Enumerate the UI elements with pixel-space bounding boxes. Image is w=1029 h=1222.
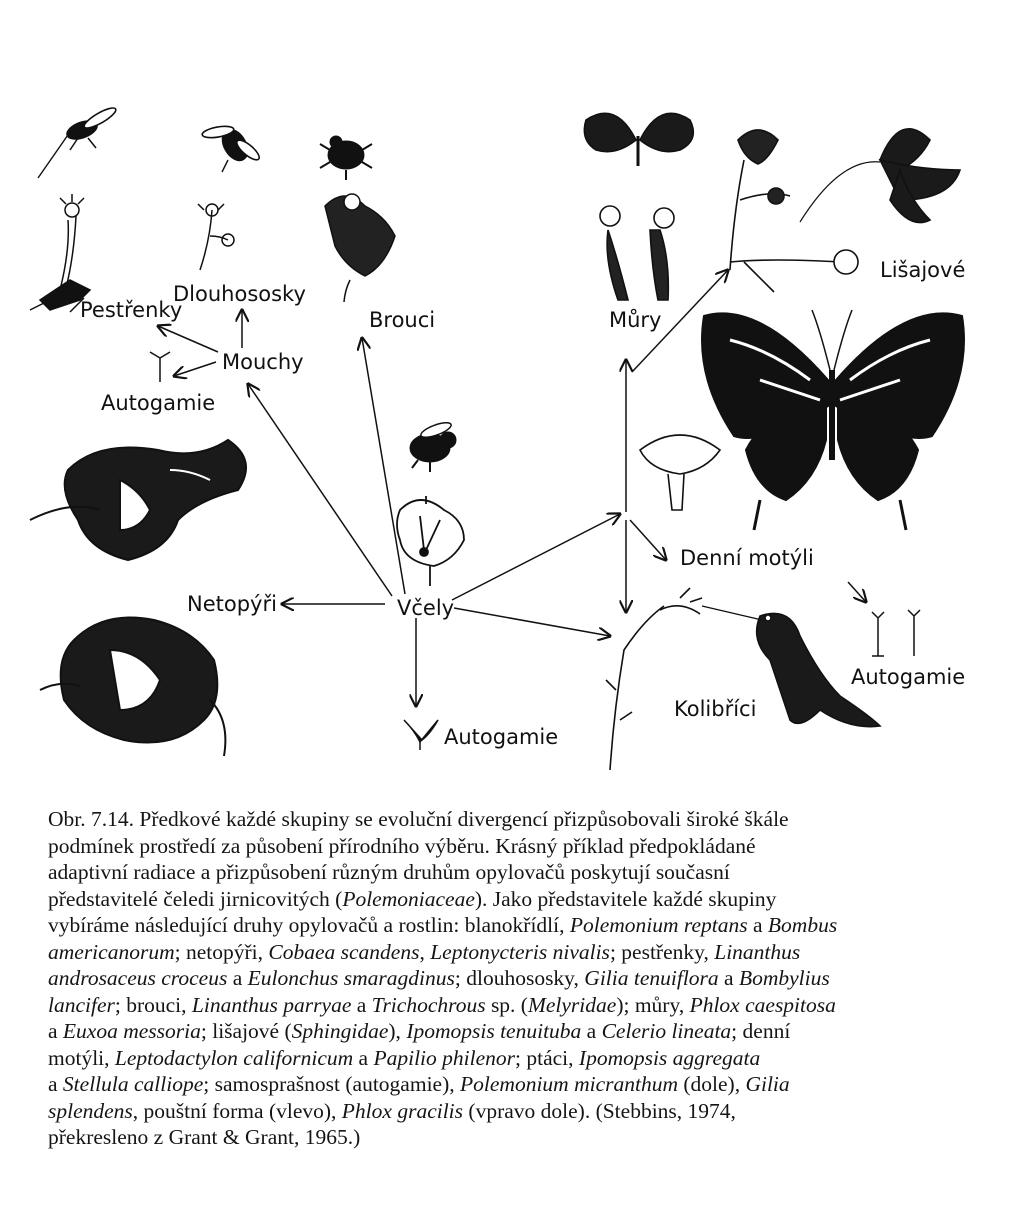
label-lisajove: Lišajové [880, 258, 966, 282]
label-mury: Můry [609, 308, 662, 332]
caption-italic-text: splendens [48, 1098, 133, 1123]
caption-italic-text: Phlox gracilis [341, 1098, 464, 1123]
bee-fly-illustration [201, 124, 262, 172]
caption-line [48, 992, 978, 1019]
caption-text: ; netopýři, [174, 939, 269, 964]
label-kolibrici: Kolibříci [674, 697, 757, 721]
caption-line [48, 939, 978, 966]
caption-italic-text: Linanthus [714, 939, 801, 964]
beetle-flower-illustration [325, 194, 395, 302]
arrow-to-mouchy [248, 384, 392, 596]
caption-text: ), [388, 1019, 407, 1043]
caption-italic-text: Linanthus parryae [191, 992, 352, 1017]
caption-italic-text: Cobaea scandens [268, 939, 420, 964]
caption-text: podmínek prostředí za působení přírodního výběru. Krásný příklad předpokládané [48, 833, 756, 858]
caption-italic-text: Sphingidae [291, 1019, 389, 1043]
caption-italic-text: Ipomopsis tenuituba [406, 1019, 582, 1043]
caption-italic-text: Trichochrous [371, 992, 486, 1017]
arrow-to-autogamie-right [848, 582, 866, 602]
caption-line [48, 1098, 978, 1125]
label-denni-motyli: Denní motýli [680, 546, 814, 570]
phlox-plant-illustration [600, 206, 674, 300]
caption-text: a [227, 966, 248, 990]
label-mouchy: Mouchy [222, 350, 304, 374]
leptodactylon-flower-illustration [640, 435, 720, 510]
caption-italic-text: Gilia tenuiflora [584, 966, 719, 990]
arrow-to-kolibrici [454, 608, 610, 636]
label-brouci: Brouci [369, 308, 436, 332]
caption-text: a [48, 1019, 63, 1043]
caption-italic-text: Gilia [745, 1072, 790, 1096]
autogamy-flower-illustration-right [872, 610, 920, 656]
caption-line [48, 1045, 978, 1072]
caption-text: a [581, 1019, 602, 1043]
caption-italic-text: Bombylius [738, 966, 830, 990]
caption-italic-text: lancifer [48, 992, 115, 1017]
caption-text: adaptivní radiace a přizpůsobení různým druhům opylovačů poskytují současní [48, 860, 730, 884]
hawkmoth-illustration [800, 129, 960, 223]
caption-line [48, 965, 978, 992]
label-dlouhososky: Dlouhososky [173, 282, 306, 306]
caption-line [48, 833, 978, 860]
caption-text: ); můry, [616, 992, 690, 1017]
label-autogamie-bottom: Autogamie [444, 725, 559, 749]
caption-text: ; denní [731, 1019, 791, 1043]
arrow-to-denni-motyli [630, 520, 666, 560]
caption-text: vybíráme následující druhy opylovačů a rostlin: blanokřídlí, [48, 913, 570, 937]
caption-italic-text: Phlox caespitosa [689, 992, 836, 1017]
caption-text: Obr. 7.14. Předkové každé skupiny se evoluční divergencí přizpůsobovali široké škále [48, 807, 789, 831]
caption-text: ; samosprašnost (autogamie), [203, 1072, 461, 1096]
ipomopsis-aggregata-illustration [606, 588, 702, 770]
caption-text: motýli, [48, 1045, 115, 1070]
caption-line [48, 912, 978, 939]
caption-italic-text: Polemonium reptans [569, 913, 748, 937]
bat-flower-illustration-upper [30, 440, 246, 560]
caption-text: a [747, 913, 768, 937]
caption-italic-text: Leptodactylon californicum [114, 1045, 354, 1070]
caption-line [48, 1124, 978, 1151]
polemonium-flower-illustration [397, 496, 464, 586]
caption-italic-text: Melyridae [527, 992, 617, 1017]
caption-text: (vpravo dole). (Stebbins, 1974, [463, 1098, 736, 1123]
ipomopsis-plant-illustration [730, 130, 858, 292]
label-pestrenky: Pestřenky [80, 298, 183, 322]
bat-flower-illustration-lower [40, 618, 225, 757]
caption-text: ). Jako představitele každé skupiny [474, 886, 777, 911]
autogamy-flower-illustration-left [150, 352, 170, 382]
caption-text: ; pestřenky, [609, 939, 715, 964]
caption-line [48, 859, 978, 886]
caption-text: ; lišajové ( [200, 1019, 292, 1043]
gilia-plant-illustration [198, 204, 234, 270]
caption-line [48, 1071, 978, 1098]
caption-text: , pouštní forma (vlevo), [132, 1098, 342, 1123]
caption-italic-text: Celerio lineata [601, 1019, 732, 1043]
figure-caption [48, 806, 978, 1151]
caption-text: (dole), [677, 1072, 746, 1096]
caption-italic-text: Polemonium micranthum [460, 1072, 678, 1096]
arrow-to-pestrenky [158, 326, 218, 352]
caption-text: , [419, 939, 431, 964]
beetle-illustration [320, 136, 372, 180]
caption-italic-text: Polemoniaceae [342, 886, 475, 911]
arrow-to-brouci [362, 338, 405, 594]
caption-line [48, 806, 978, 833]
swallowtail-butterfly-illustration [702, 310, 964, 530]
caption-italic-text: Ipomopsis aggregata [578, 1045, 761, 1070]
label-autogamie-right: Autogamie [851, 665, 966, 689]
arrow-to-autogamie-left [174, 362, 216, 376]
caption-italic-text: Euxoa messoria [62, 1019, 201, 1043]
caption-italic-text: Eulonchus smaragdinus [247, 966, 455, 990]
autogamy-flower-illustration-bottom [404, 720, 438, 750]
label-vcely: Včely [397, 596, 455, 620]
caption-text: sp. ( [485, 992, 528, 1017]
label-autogamie-left: Autogamie [101, 391, 216, 415]
caption-line [48, 1018, 978, 1045]
caption-text: a [351, 992, 372, 1017]
bumblebee-illustration [410, 420, 456, 472]
caption-text: a [48, 1072, 63, 1096]
linanthus-plant-illustration [30, 194, 90, 312]
caption-text: představitelé čeledi jirnicovitých ( [48, 886, 343, 911]
moth-illustration [584, 113, 693, 166]
caption-italic-text: androsaceus croceus [48, 966, 228, 990]
caption-italic-text: Leptonycteris nivalis [430, 939, 610, 964]
caption-text: ; brouci, [114, 992, 192, 1017]
caption-italic-text: Papilio philenor [373, 1045, 516, 1070]
caption-italic-text: americanorum [48, 939, 175, 964]
arrow-to-branch [452, 514, 620, 600]
caption-line [48, 886, 978, 913]
caption-text: ; dlouhososky, [454, 966, 585, 990]
label-netopyri: Netopýři [187, 592, 277, 616]
caption-text: ; ptáci, [515, 1045, 579, 1070]
caption-text: a [353, 1045, 374, 1070]
caption-text: a [718, 966, 739, 990]
caption-italic-text: Stellula calliope [62, 1072, 204, 1096]
caption-text: překresleno z Grant & Grant, 1965.) [48, 1125, 361, 1149]
hoverfly-illustration [38, 105, 118, 178]
caption-italic-text: Bombus [767, 913, 838, 937]
